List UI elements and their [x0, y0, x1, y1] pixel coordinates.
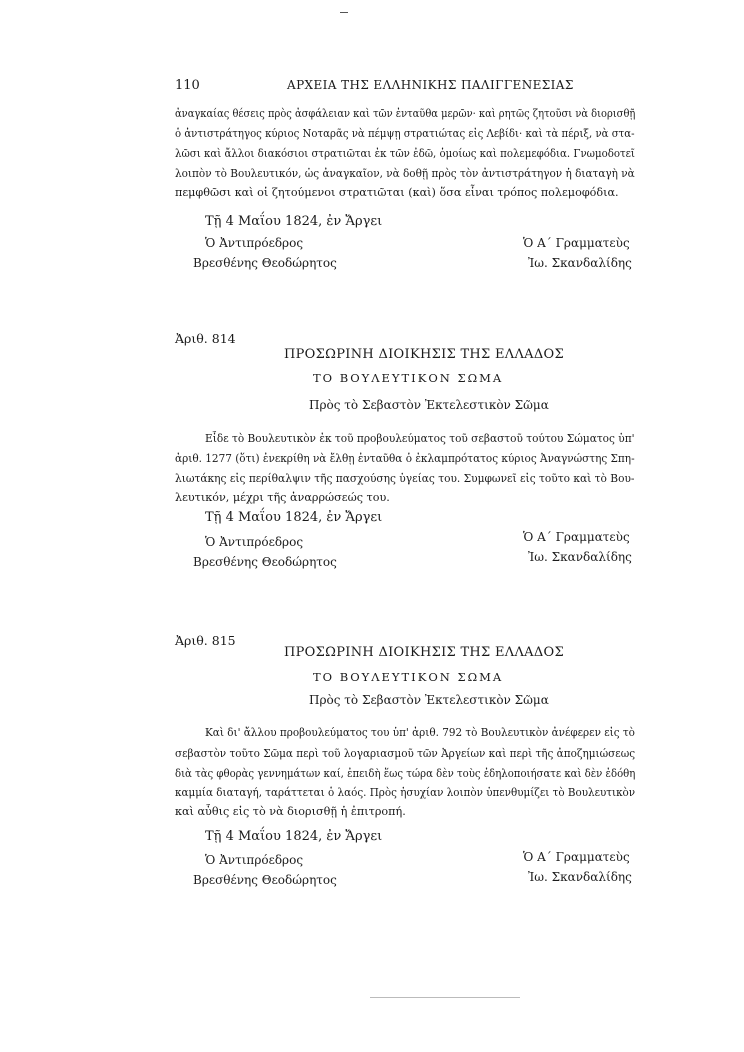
signature-left-title: Ὁ Ἀντιπρόεδρος [205, 236, 304, 250]
signature-right-name: Ἰω. Σκανδαλίδης [528, 550, 632, 564]
signature-right-title: Ὁ Α΄ Γραμματεὺς [523, 236, 630, 250]
body-line: καὶ αὖθις εἰς τὸ νὰ διορισθῇ ἡ ἐπιτροπή. [175, 805, 406, 818]
document-number: Ἀριθ. 815 [175, 633, 236, 648]
government-heading: ΠΡΟΣΩΡΙΝΗ ΔΙΟΙΚΗΣΙΣ ΤΗΣ ΕΛΛΑΔΟΣ [284, 645, 564, 660]
top-entry-line: ἀναγκαίας θέσεις πρὸς ἀσφάλειαν καὶ τῶν ἐνταῦθα μερῶν· καὶ ρητῶς ζητοῦσι νὰ διορισθῇ [175, 107, 636, 120]
signature-left-title: Ὁ Ἀντιπρόεδρος [205, 535, 304, 549]
body-line: λευτικόν, μέχρι τῆς ἀναρρώσεώς του. [175, 491, 390, 504]
addressee: Πρὸς τὸ Σεβαστὸν Ἐκτελεστικὸν Σῶμα [309, 398, 549, 412]
signature-right-name: Ἰω. Σκανδαλίδης [528, 256, 632, 270]
top-entry-line: λῶσι καὶ ἄλλοι διακόσιοι στρατιῶται ἐκ τῶν ἐδῶ, ὁμοίως καὶ πολεμεφόδια. Γνωμοδοτεῖ [175, 147, 635, 160]
top-entry-date: Τῇ 4 Μαΐου 1824, ἐν Ἄργει [205, 214, 383, 229]
document-number: Ἀριθ. 814 [175, 331, 236, 346]
signature-left-name: Βρεσθένης Θεοδώρητος [193, 256, 337, 270]
signature-left-name: Βρεσθένης Θεοδώρητος [193, 555, 337, 569]
body-line: σεβαστὸν τοῦτο Σῶμα περὶ τοῦ λογαριασμοῦ τῶν Ἀργείων καὶ περὶ τῆς ἀποζημιώσεως [175, 747, 636, 760]
signature-right-title: Ὁ Α΄ Γραμματεὺς [523, 530, 630, 544]
body-line: καμμία διαταγή, ταράττεται ὁ λαός. Πρὸς ἡσυχίαν λοιπὸν ὑπενθυμίζει τὸ Βουλευτικὸν [175, 786, 636, 799]
signature-left-name: Βρεσθένης Θεοδώρητος [193, 873, 337, 887]
addressee: Πρὸς τὸ Σεβαστὸν Ἐκτελεστικὸν Σῶμα [309, 693, 549, 707]
issuing-body: ΤΟ ΒΟΥΛΕΥΤΙΚΟΝ ΣΩΜΑ [313, 371, 504, 385]
body-line: διὰ τὰς φθορὰς γεννημάτων καί, ἐπειδὴ ἕως τώρα δὲν τοὺς ἐδηλοποιήσατε καὶ δὲν ἐδόθη [175, 767, 636, 780]
issuing-body: ΤΟ ΒΟΥΛΕΥΤΙΚΟΝ ΣΩΜΑ [313, 670, 504, 684]
document-date: Τῇ 4 Μαΐου 1824, ἐν Ἄργει [205, 829, 383, 844]
running-title: ΑΡΧΕΙΑ ΤΗΣ ΕΛΛΗΝΙΚΗΣ ΠΑΛΙΓΓΕΝΕΣΙΑΣ [287, 78, 574, 92]
page-number: 110 [175, 78, 200, 93]
body-line: ἀριθ. 1277 (ὅτι) ἐνεκρίθη νὰ ἔλθῃ ἐνταῦθα ὁ ἐκλαμπρότατος κύριος Ἀναγνώστης Σπη- [175, 452, 635, 465]
body-line: Εἶδε τὸ Βουλευτικὸν ἐκ τοῦ προβουλεύματος τοῦ σεβαστοῦ τούτου Σώματος ὑπ' [205, 432, 635, 445]
body-line: Καὶ δι' ἄλλου προβουλεύματος του ὑπ' ἀριθ. 792 τὸ Βουλευτικὸν ἀνέφερεν εἰς τὸ [205, 726, 635, 739]
signature-left-title: Ὁ Ἀντιπρόεδρος [205, 853, 304, 867]
scan-mark-top [340, 12, 348, 13]
government-heading: ΠΡΟΣΩΡΙΝΗ ΔΙΟΙΚΗΣΙΣ ΤΗΣ ΕΛΛΑΔΟΣ [284, 347, 564, 362]
top-entry-line: λοιπὸν τὸ Βουλευτικόν, ὡς ἀναγκαῖον, νὰ δοθῇ πρὸς τὸν ἀντιστράτηγον ἡ διαταγὴ νὰ [175, 167, 635, 180]
document-date: Τῇ 4 Μαΐου 1824, ἐν Ἄργει [205, 510, 383, 525]
signature-right-title: Ὁ Α΄ Γραμματεὺς [523, 850, 630, 864]
signature-right-name: Ἰω. Σκανδαλίδης [528, 870, 632, 884]
body-line: λιωτάκης εἰς περίθαλψιν τῆς πασχούσης ὑγείας του. Συμφωνεῖ εἰς τοῦτο καὶ τὸ Βου- [175, 472, 635, 485]
scan-mark-bottom [370, 997, 520, 998]
top-entry-line: πεμφθῶσι καὶ οἱ ζητούμενοι στρατιῶται (καὶ) ὅσα εἶναι τρόπος πολεμοφόδια. [175, 186, 619, 199]
top-entry-line: ὁ ἀντιστράτηγος κύριος Νοταρᾶς νὰ πέμψῃ στρατιώτας εἰς Λεβίδι· καὶ τὰ πέριξ, νὰ στα- [175, 127, 635, 140]
